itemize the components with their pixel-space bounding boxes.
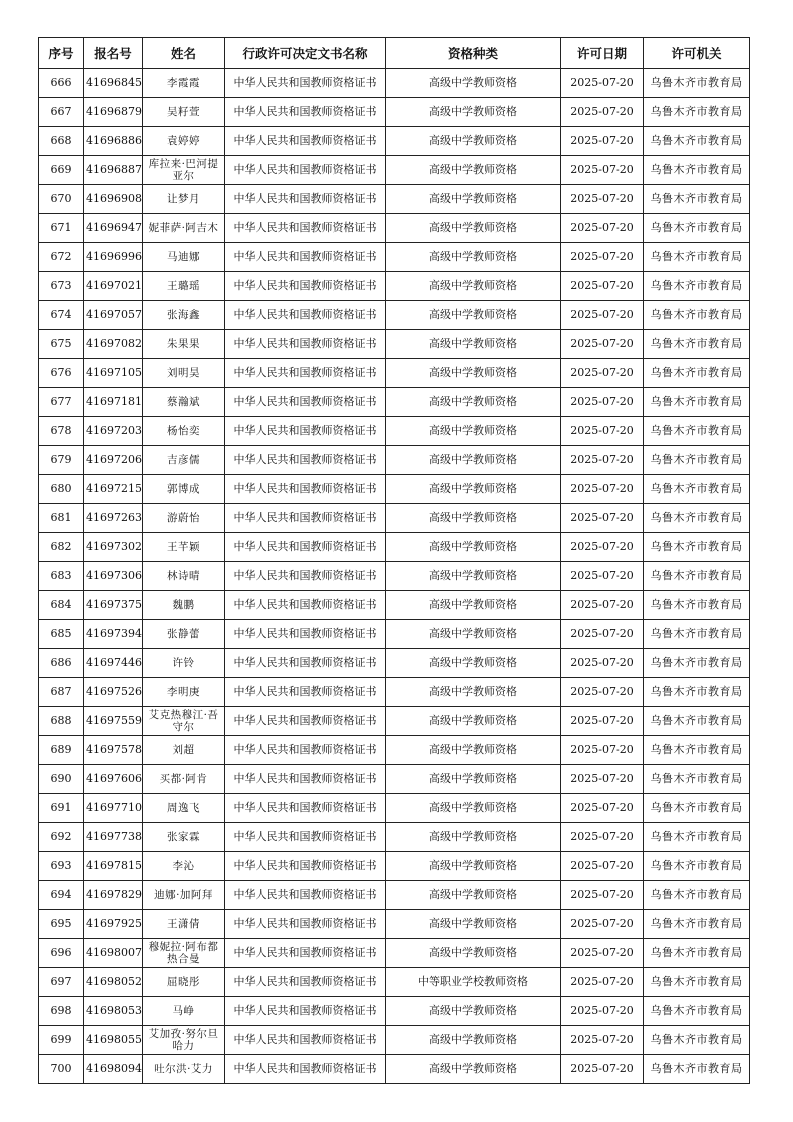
cell-document-name: 中华人民共和国教师资格证书 [225, 417, 386, 446]
cell-name: 张家霖 [143, 823, 225, 852]
cell-qualification-type: 高级中学教师资格 [386, 1055, 561, 1084]
cell-license-date: 2025-07-20 [561, 591, 644, 620]
cell-registration-no: 41697105 [84, 359, 143, 388]
table-row [39, 823, 750, 852]
cell-name: 屈晓彤 [143, 968, 225, 997]
cell-name: 艾克热穆江·吾守尔 [143, 707, 225, 736]
cell-registration-no: 41698055 [84, 1026, 143, 1055]
cell-license-authority: 乌鲁木齐市教育局 [644, 910, 750, 939]
cell-qualification-type: 高级中学教师资格 [386, 852, 561, 881]
cell-serial: 692 [39, 823, 84, 852]
cell-document-name: 中华人民共和国教师资格证书 [225, 997, 386, 1026]
cell-name: 吐尔洪·艾力 [143, 1055, 225, 1084]
cell-registration-no: 41696886 [84, 127, 143, 156]
cell-name: 买都·阿肯 [143, 765, 225, 794]
cell-serial: 700 [39, 1055, 84, 1084]
cell-license-date: 2025-07-20 [561, 359, 644, 388]
cell-document-name: 中华人民共和国教师资格证书 [225, 359, 386, 388]
cell-document-name: 中华人民共和国教师资格证书 [225, 620, 386, 649]
cell-registration-no: 41697263 [84, 504, 143, 533]
cell-qualification-type: 高级中学教师资格 [386, 417, 561, 446]
cell-registration-no: 41697203 [84, 417, 143, 446]
cell-license-authority: 乌鲁木齐市教育局 [644, 98, 750, 127]
table-row [39, 852, 750, 881]
cell-serial: 678 [39, 417, 84, 446]
cell-registration-no: 41697206 [84, 446, 143, 475]
cell-qualification-type: 高级中学教师资格 [386, 997, 561, 1026]
cell-qualification-type: 高级中学教师资格 [386, 98, 561, 127]
cell-qualification-type: 高级中学教师资格 [386, 707, 561, 736]
table-row [39, 649, 750, 678]
cell-license-authority: 乌鲁木齐市教育局 [644, 765, 750, 794]
table-row [39, 185, 750, 214]
cell-document-name: 中华人民共和国教师资格证书 [225, 881, 386, 910]
cell-qualification-type: 高级中学教师资格 [386, 504, 561, 533]
cell-qualification-type: 高级中学教师资格 [386, 330, 561, 359]
cell-qualification-type: 高级中学教师资格 [386, 678, 561, 707]
cell-document-name: 中华人民共和国教师资格证书 [225, 1026, 386, 1055]
cell-license-authority: 乌鲁木齐市教育局 [644, 649, 750, 678]
table-row [39, 1055, 750, 1084]
cell-serial: 697 [39, 968, 84, 997]
cell-license-date: 2025-07-20 [561, 156, 644, 185]
cell-serial: 669 [39, 156, 84, 185]
cell-name: 吉彦儒 [143, 446, 225, 475]
cell-qualification-type: 高级中学教师资格 [386, 533, 561, 562]
cell-document-name: 中华人民共和国教师资格证书 [225, 243, 386, 272]
cell-name: 林诗晴 [143, 562, 225, 591]
table-row [39, 417, 750, 446]
cell-license-authority: 乌鲁木齐市教育局 [644, 388, 750, 417]
cell-serial: 682 [39, 533, 84, 562]
cell-license-authority: 乌鲁木齐市教育局 [644, 475, 750, 504]
cell-license-date: 2025-07-20 [561, 823, 644, 852]
cell-document-name: 中华人民共和国教师资格证书 [225, 533, 386, 562]
cell-license-authority: 乌鲁木齐市教育局 [644, 127, 750, 156]
cell-license-authority: 乌鲁木齐市教育局 [644, 272, 750, 301]
cell-qualification-type: 高级中学教师资格 [386, 475, 561, 504]
cell-qualification-type: 高级中学教师资格 [386, 359, 561, 388]
table-row [39, 243, 750, 272]
cell-document-name: 中华人民共和国教师资格证书 [225, 678, 386, 707]
cell-serial: 671 [39, 214, 84, 243]
cell-document-name: 中华人民共和国教师资格证书 [225, 649, 386, 678]
cell-license-authority: 乌鲁木齐市教育局 [644, 823, 750, 852]
cell-name: 马迪娜 [143, 243, 225, 272]
cell-license-authority: 乌鲁木齐市教育局 [644, 794, 750, 823]
cell-license-date: 2025-07-20 [561, 69, 644, 98]
cell-license-date: 2025-07-20 [561, 678, 644, 707]
cell-serial: 693 [39, 852, 84, 881]
cell-name: 刘超 [143, 736, 225, 765]
cell-registration-no: 41697021 [84, 272, 143, 301]
cell-document-name: 中华人民共和国教师资格证书 [225, 910, 386, 939]
cell-registration-no: 41697082 [84, 330, 143, 359]
cell-license-authority: 乌鲁木齐市教育局 [644, 185, 750, 214]
cell-document-name: 中华人民共和国教师资格证书 [225, 446, 386, 475]
cell-registration-no: 41698007 [84, 939, 143, 968]
cell-qualification-type: 高级中学教师资格 [386, 301, 561, 330]
cell-license-date: 2025-07-20 [561, 533, 644, 562]
table-row [39, 736, 750, 765]
table-row [39, 301, 750, 330]
cell-license-authority: 乌鲁木齐市教育局 [644, 707, 750, 736]
cell-document-name: 中华人民共和国教师资格证书 [225, 98, 386, 127]
cell-document-name: 中华人民共和国教师资格证书 [225, 214, 386, 243]
col-header-registration-no: 报名号 [84, 38, 143, 69]
cell-name: 刘明昊 [143, 359, 225, 388]
cell-registration-no: 41698052 [84, 968, 143, 997]
cell-license-date: 2025-07-20 [561, 852, 644, 881]
cell-name: 周逸飞 [143, 794, 225, 823]
cell-name: 蔡瀚斌 [143, 388, 225, 417]
cell-license-date: 2025-07-20 [561, 997, 644, 1026]
cell-registration-no: 41698094 [84, 1055, 143, 1084]
cell-qualification-type: 高级中学教师资格 [386, 910, 561, 939]
cell-qualification-type: 中等职业学校教师资格 [386, 968, 561, 997]
table-row [39, 388, 750, 417]
table-row [39, 707, 750, 736]
table-row [39, 939, 750, 968]
col-header-license-authority: 许可机关 [644, 38, 750, 69]
col-header-document-name: 行政许可决定文书名称 [225, 38, 386, 69]
cell-serial: 685 [39, 620, 84, 649]
cell-registration-no: 41696845 [84, 69, 143, 98]
table-row [39, 475, 750, 504]
cell-license-date: 2025-07-20 [561, 910, 644, 939]
cell-license-date: 2025-07-20 [561, 707, 644, 736]
cell-name: 李霞霞 [143, 69, 225, 98]
cell-serial: 668 [39, 127, 84, 156]
cell-serial: 698 [39, 997, 84, 1026]
cell-registration-no: 41697306 [84, 562, 143, 591]
table-row [39, 910, 750, 939]
cell-registration-no: 41696887 [84, 156, 143, 185]
cell-license-date: 2025-07-20 [561, 939, 644, 968]
cell-license-authority: 乌鲁木齐市教育局 [644, 736, 750, 765]
cell-qualification-type: 高级中学教师资格 [386, 388, 561, 417]
cell-license-authority: 乌鲁木齐市教育局 [644, 678, 750, 707]
col-header-qualification-type: 资格种类 [386, 38, 561, 69]
cell-document-name: 中华人民共和国教师资格证书 [225, 156, 386, 185]
table-row [39, 272, 750, 301]
cell-license-authority: 乌鲁木齐市教育局 [644, 968, 750, 997]
cell-license-date: 2025-07-20 [561, 214, 644, 243]
cell-license-date: 2025-07-20 [561, 330, 644, 359]
cell-serial: 695 [39, 910, 84, 939]
table-row [39, 69, 750, 98]
cell-qualification-type: 高级中学教师资格 [386, 127, 561, 156]
cell-qualification-type: 高级中学教师资格 [386, 243, 561, 272]
cell-license-authority: 乌鲁木齐市教育局 [644, 330, 750, 359]
license-table [38, 37, 750, 1084]
cell-registration-no: 41696996 [84, 243, 143, 272]
cell-document-name: 中华人民共和国教师资格证书 [225, 794, 386, 823]
cell-license-date: 2025-07-20 [561, 243, 644, 272]
cell-document-name: 中华人民共和国教师资格证书 [225, 1055, 386, 1084]
cell-serial: 690 [39, 765, 84, 794]
cell-license-authority: 乌鲁木齐市教育局 [644, 591, 750, 620]
cell-registration-no: 41697829 [84, 881, 143, 910]
cell-serial: 679 [39, 446, 84, 475]
cell-document-name: 中华人民共和国教师资格证书 [225, 707, 386, 736]
cell-serial: 667 [39, 98, 84, 127]
cell-name: 袁婷婷 [143, 127, 225, 156]
cell-license-authority: 乌鲁木齐市教育局 [644, 852, 750, 881]
cell-license-authority: 乌鲁木齐市教育局 [644, 620, 750, 649]
cell-name: 迪娜·加阿拜 [143, 881, 225, 910]
cell-license-authority: 乌鲁木齐市教育局 [644, 562, 750, 591]
table-row [39, 330, 750, 359]
cell-registration-no: 41697057 [84, 301, 143, 330]
cell-registration-no: 41697302 [84, 533, 143, 562]
table-row [39, 1026, 750, 1055]
cell-license-authority: 乌鲁木齐市教育局 [644, 69, 750, 98]
cell-name: 朱果果 [143, 330, 225, 359]
cell-serial: 687 [39, 678, 84, 707]
cell-registration-no: 41697181 [84, 388, 143, 417]
table-row [39, 562, 750, 591]
cell-registration-no: 41697925 [84, 910, 143, 939]
cell-license-authority: 乌鲁木齐市教育局 [644, 359, 750, 388]
cell-document-name: 中华人民共和国教师资格证书 [225, 504, 386, 533]
cell-license-date: 2025-07-20 [561, 736, 644, 765]
cell-license-authority: 乌鲁木齐市教育局 [644, 156, 750, 185]
cell-license-authority: 乌鲁木齐市教育局 [644, 533, 750, 562]
cell-document-name: 中华人民共和国教师资格证书 [225, 823, 386, 852]
cell-license-date: 2025-07-20 [561, 98, 644, 127]
cell-license-date: 2025-07-20 [561, 272, 644, 301]
cell-license-authority: 乌鲁木齐市教育局 [644, 243, 750, 272]
cell-serial: 670 [39, 185, 84, 214]
cell-serial: 688 [39, 707, 84, 736]
cell-qualification-type: 高级中学教师资格 [386, 272, 561, 301]
cell-qualification-type: 高级中学教师资格 [386, 823, 561, 852]
cell-name: 郭博成 [143, 475, 225, 504]
cell-name: 王芊颖 [143, 533, 225, 562]
cell-registration-no: 41697394 [84, 620, 143, 649]
cell-name: 吴籽萱 [143, 98, 225, 127]
cell-qualification-type: 高级中学教师资格 [386, 69, 561, 98]
table-row [39, 620, 750, 649]
cell-document-name: 中华人民共和国教师资格证书 [225, 388, 386, 417]
cell-name: 张静蕾 [143, 620, 225, 649]
cell-serial: 689 [39, 736, 84, 765]
cell-qualification-type: 高级中学教师资格 [386, 185, 561, 214]
cell-license-authority: 乌鲁木齐市教育局 [644, 301, 750, 330]
col-header-serial: 序号 [39, 38, 84, 69]
cell-name: 许铃 [143, 649, 225, 678]
table-row [39, 446, 750, 475]
cell-qualification-type: 高级中学教师资格 [386, 214, 561, 243]
cell-registration-no: 41697578 [84, 736, 143, 765]
cell-name: 张海鑫 [143, 301, 225, 330]
cell-name: 王潇倩 [143, 910, 225, 939]
cell-license-authority: 乌鲁木齐市教育局 [644, 504, 750, 533]
cell-license-date: 2025-07-20 [561, 649, 644, 678]
table-row [39, 794, 750, 823]
cell-license-authority: 乌鲁木齐市教育局 [644, 997, 750, 1026]
cell-document-name: 中华人民共和国教师资格证书 [225, 852, 386, 881]
col-header-name: 姓名 [143, 38, 225, 69]
cell-serial: 674 [39, 301, 84, 330]
cell-license-date: 2025-07-20 [561, 765, 644, 794]
cell-registration-no: 41697606 [84, 765, 143, 794]
cell-qualification-type: 高级中学教师资格 [386, 620, 561, 649]
table-row [39, 533, 750, 562]
table-header [39, 38, 750, 69]
cell-document-name: 中华人民共和国教师资格证书 [225, 968, 386, 997]
cell-name: 王璐瑶 [143, 272, 225, 301]
cell-qualification-type: 高级中学教师资格 [386, 446, 561, 475]
cell-serial: 683 [39, 562, 84, 591]
cell-document-name: 中华人民共和国教师资格证书 [225, 330, 386, 359]
cell-license-date: 2025-07-20 [561, 388, 644, 417]
table-row [39, 504, 750, 533]
cell-license-authority: 乌鲁木齐市教育局 [644, 881, 750, 910]
cell-name: 李明庚 [143, 678, 225, 707]
cell-document-name: 中华人民共和国教师资格证书 [225, 591, 386, 620]
cell-qualification-type: 高级中学教师资格 [386, 939, 561, 968]
cell-license-authority: 乌鲁木齐市教育局 [644, 1026, 750, 1055]
cell-qualification-type: 高级中学教师资格 [386, 156, 561, 185]
table-row [39, 359, 750, 388]
cell-qualification-type: 高级中学教师资格 [386, 736, 561, 765]
cell-registration-no: 41698053 [84, 997, 143, 1026]
cell-document-name: 中华人民共和国教师资格证书 [225, 185, 386, 214]
cell-serial: 675 [39, 330, 84, 359]
cell-name: 李沁 [143, 852, 225, 881]
cell-license-date: 2025-07-20 [561, 881, 644, 910]
cell-license-authority: 乌鲁木齐市教育局 [644, 214, 750, 243]
cell-license-date: 2025-07-20 [561, 185, 644, 214]
cell-document-name: 中华人民共和国教师资格证书 [225, 736, 386, 765]
cell-registration-no: 41697375 [84, 591, 143, 620]
cell-registration-no: 41697215 [84, 475, 143, 504]
cell-serial: 680 [39, 475, 84, 504]
table-row [39, 98, 750, 127]
cell-license-date: 2025-07-20 [561, 562, 644, 591]
cell-name: 让梦月 [143, 185, 225, 214]
cell-document-name: 中华人民共和国教师资格证书 [225, 301, 386, 330]
cell-serial: 694 [39, 881, 84, 910]
cell-registration-no: 41697815 [84, 852, 143, 881]
table-row [39, 214, 750, 243]
cell-name: 魏鹏 [143, 591, 225, 620]
cell-license-date: 2025-07-20 [561, 1026, 644, 1055]
col-header-license-date: 许可日期 [561, 38, 644, 69]
cell-license-date: 2025-07-20 [561, 504, 644, 533]
cell-registration-no: 41697526 [84, 678, 143, 707]
cell-license-authority: 乌鲁木齐市教育局 [644, 939, 750, 968]
cell-registration-no: 41697446 [84, 649, 143, 678]
cell-serial: 673 [39, 272, 84, 301]
cell-license-date: 2025-07-20 [561, 794, 644, 823]
cell-document-name: 中华人民共和国教师资格证书 [225, 127, 386, 156]
cell-registration-no: 41697559 [84, 707, 143, 736]
table-body [39, 69, 750, 1084]
cell-document-name: 中华人民共和国教师资格证书 [225, 69, 386, 98]
cell-serial: 676 [39, 359, 84, 388]
cell-serial: 691 [39, 794, 84, 823]
cell-name: 穆妮拉·阿布都热合曼 [143, 939, 225, 968]
cell-document-name: 中华人民共和国教师资格证书 [225, 765, 386, 794]
cell-registration-no: 41696879 [84, 98, 143, 127]
cell-qualification-type: 高级中学教师资格 [386, 562, 561, 591]
cell-name: 艾加孜·努尔旦哈力 [143, 1026, 225, 1055]
cell-name: 杨怡奕 [143, 417, 225, 446]
cell-registration-no: 41697710 [84, 794, 143, 823]
cell-registration-no: 41696947 [84, 214, 143, 243]
header-row [39, 38, 750, 69]
cell-serial: 696 [39, 939, 84, 968]
cell-serial: 699 [39, 1026, 84, 1055]
cell-name: 游蔚怡 [143, 504, 225, 533]
cell-qualification-type: 高级中学教师资格 [386, 591, 561, 620]
cell-document-name: 中华人民共和国教师资格证书 [225, 939, 386, 968]
table-row [39, 678, 750, 707]
cell-serial: 686 [39, 649, 84, 678]
table-row [39, 156, 750, 185]
table-row [39, 765, 750, 794]
cell-name: 马峥 [143, 997, 225, 1026]
table-row [39, 968, 750, 997]
cell-license-date: 2025-07-20 [561, 446, 644, 475]
cell-name: 库拉来·巴河提亚尔 [143, 156, 225, 185]
table-row [39, 997, 750, 1026]
cell-registration-no: 41696908 [84, 185, 143, 214]
cell-license-date: 2025-07-20 [561, 417, 644, 446]
cell-license-date: 2025-07-20 [561, 301, 644, 330]
cell-license-authority: 乌鲁木齐市教育局 [644, 446, 750, 475]
cell-qualification-type: 高级中学教师资格 [386, 649, 561, 678]
cell-license-date: 2025-07-20 [561, 968, 644, 997]
cell-serial: 677 [39, 388, 84, 417]
cell-serial: 666 [39, 69, 84, 98]
cell-name: 妮菲萨·阿吉木 [143, 214, 225, 243]
cell-license-authority: 乌鲁木齐市教育局 [644, 1055, 750, 1084]
cell-qualification-type: 高级中学教师资格 [386, 765, 561, 794]
cell-serial: 672 [39, 243, 84, 272]
cell-license-date: 2025-07-20 [561, 1055, 644, 1084]
cell-license-date: 2025-07-20 [561, 475, 644, 504]
cell-license-authority: 乌鲁木齐市教育局 [644, 417, 750, 446]
table-row [39, 591, 750, 620]
cell-qualification-type: 高级中学教师资格 [386, 794, 561, 823]
cell-registration-no: 41697738 [84, 823, 143, 852]
cell-document-name: 中华人民共和国教师资格证书 [225, 272, 386, 301]
cell-document-name: 中华人民共和国教师资格证书 [225, 562, 386, 591]
cell-qualification-type: 高级中学教师资格 [386, 1026, 561, 1055]
table-row [39, 881, 750, 910]
cell-license-date: 2025-07-20 [561, 127, 644, 156]
cell-qualification-type: 高级中学教师资格 [386, 881, 561, 910]
cell-serial: 681 [39, 504, 84, 533]
table-row [39, 127, 750, 156]
cell-license-date: 2025-07-20 [561, 620, 644, 649]
cell-document-name: 中华人民共和国教师资格证书 [225, 475, 386, 504]
cell-serial: 684 [39, 591, 84, 620]
